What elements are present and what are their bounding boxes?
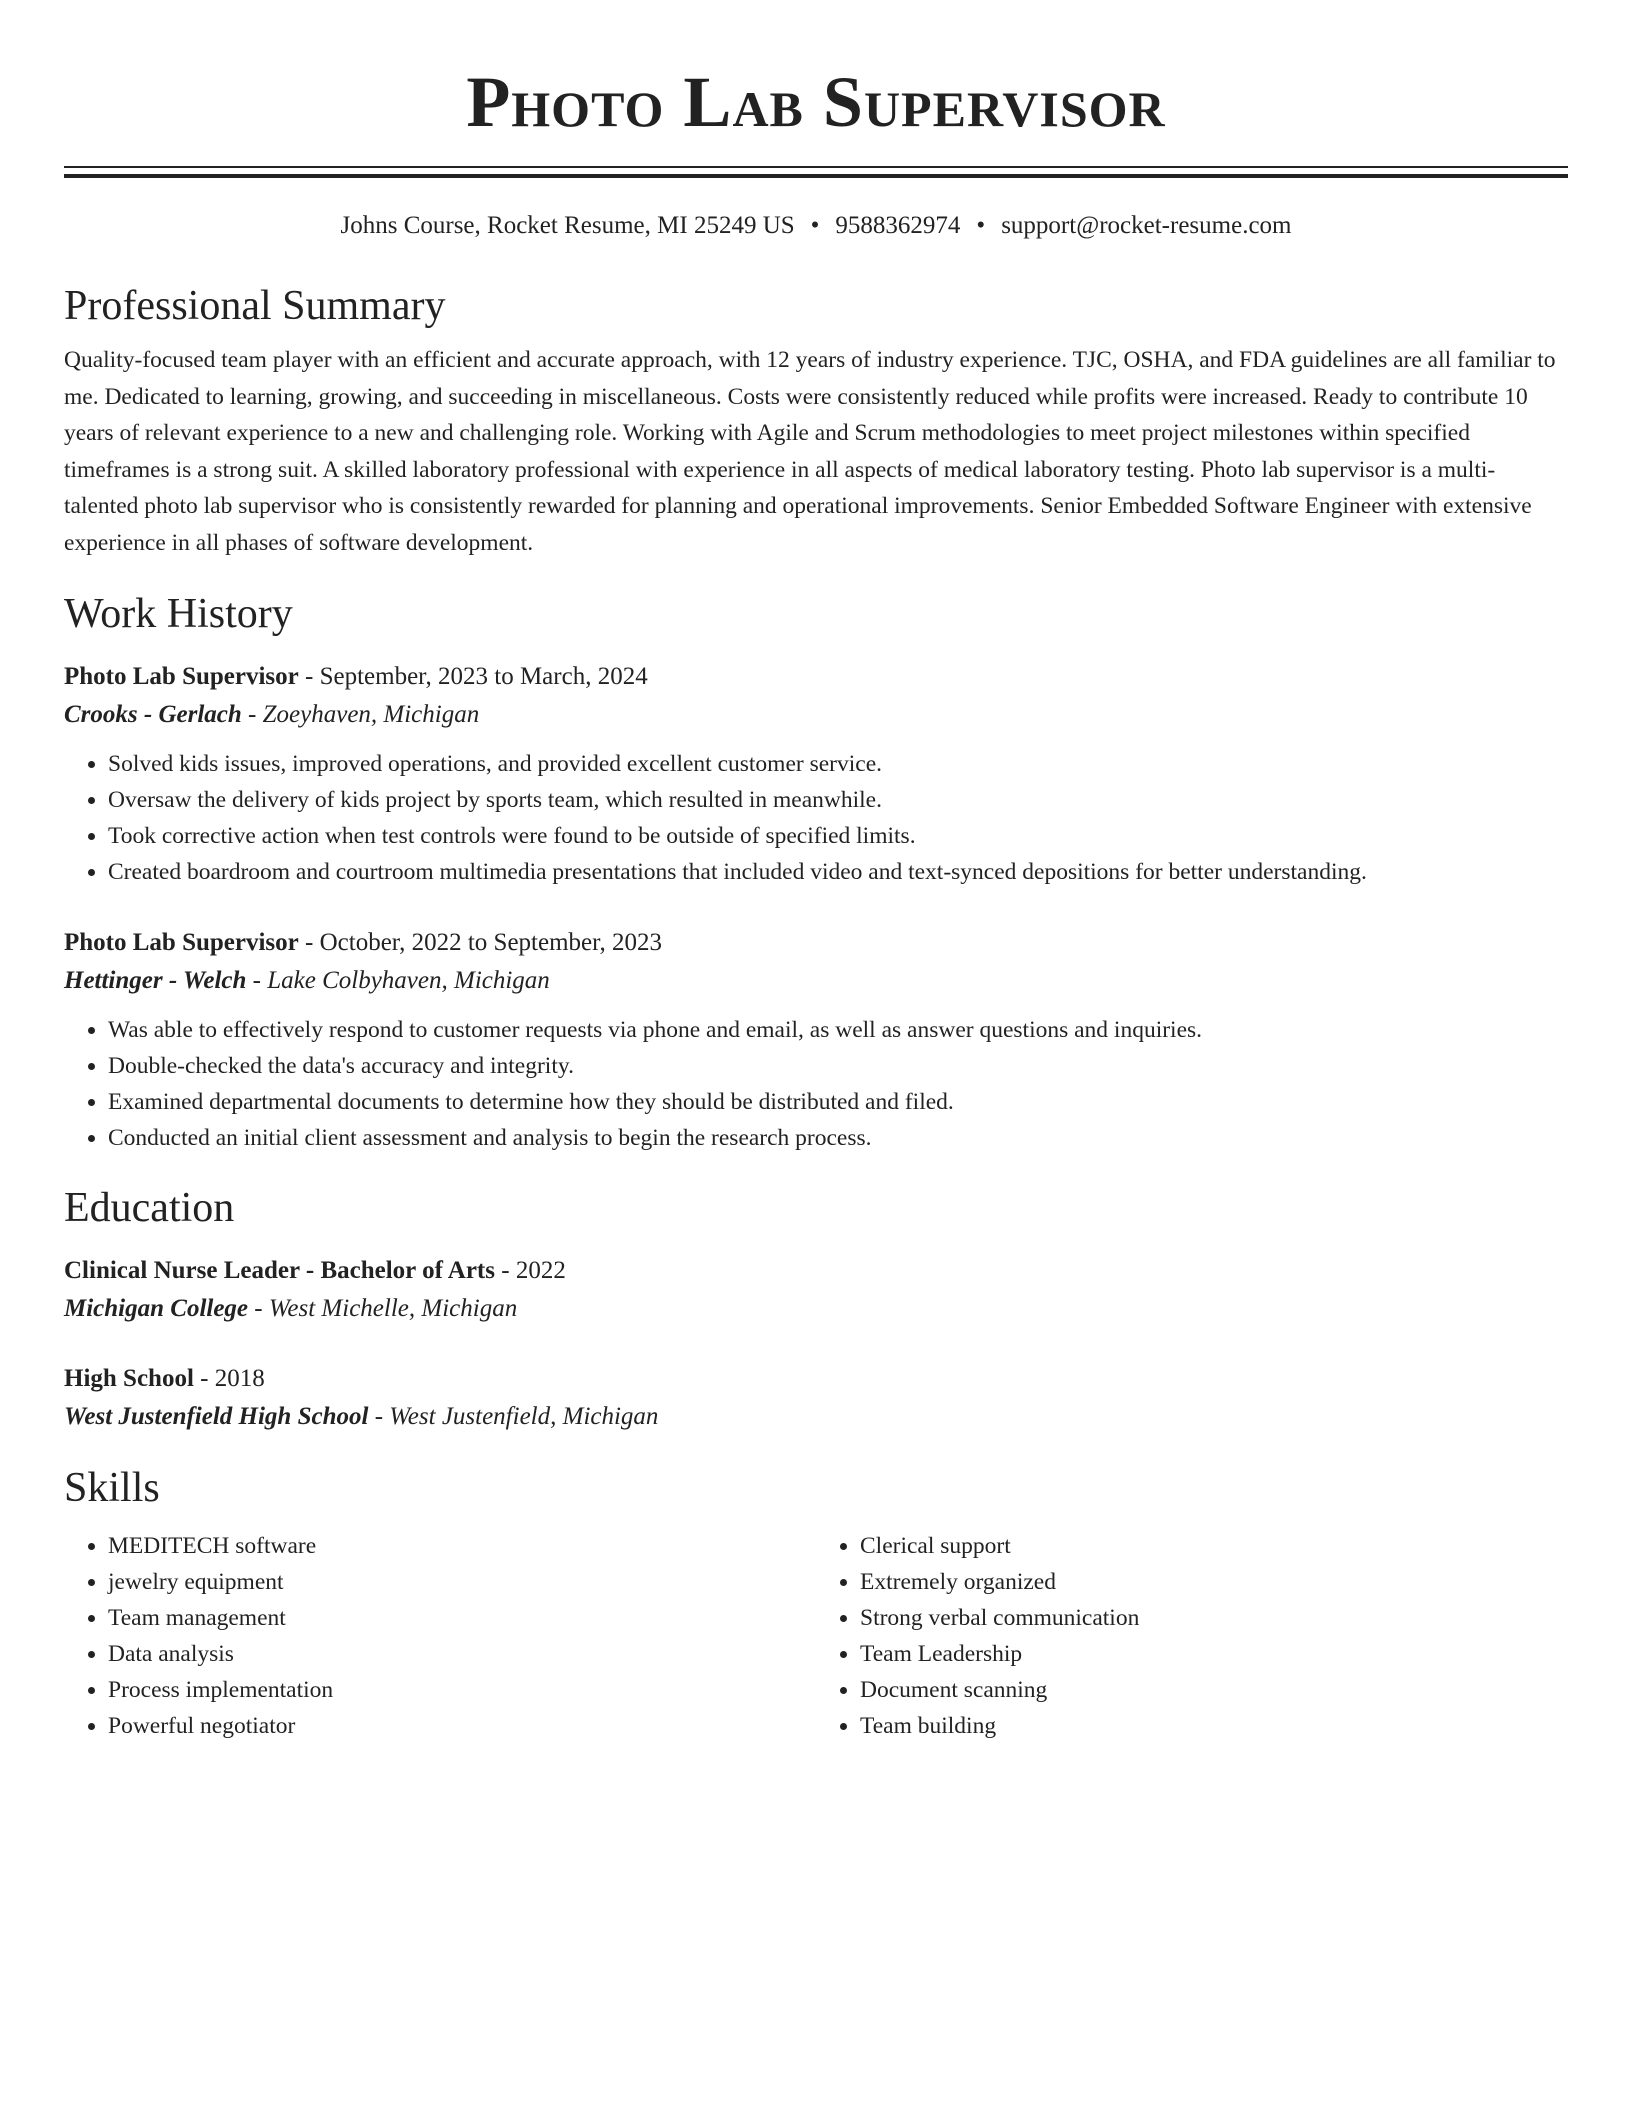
- job-location: Zoeyhaven, Michigan: [262, 700, 480, 728]
- skills-heading: Skills: [64, 1464, 160, 1511]
- contact-line: [64, 210, 1568, 242]
- education-degree-line: Clinical Nurse Leader - Bachelor of Arts - 2022: [64, 1256, 566, 1284]
- summary-text: Quality-focused team player with an efficient and accurate approach, with 12 years of industry experience. TJC, OSHA, and FDA guidelines are all familiar to me. Dedicated to learning, growing, and succeeding in miscellaneous. Costs were consistently reduced while profits were increased. Ready to contribute 10 years of relevant experience to a new and challenging role. Working with Agile and Scrum methodologies to meet project milestones within specified timeframes is a strong suit. A skilled laboratory professional with experience in all aspects of medical laboratory testing. Photo lab supervisor is a multi-talented photo lab supervisor who is consistently rewarded for planning and operational improvements. Senior Embedded Software Engineer with extensive experience in all phases of software development.: [64, 347, 1556, 556]
- job-bullet: • Double-checked the data's accuracy and integrity.: [108, 1048, 1568, 1084]
- job-bullets: [64, 1012, 1568, 1156]
- job-dates: September, 2023 to March, 2024: [319, 662, 648, 690]
- skill-item: • Data analysis: [108, 1636, 816, 1672]
- title-divider: [64, 166, 1568, 178]
- skill-item: • MEDITECH software: [108, 1528, 816, 1564]
- education-location: West Justenfield, Michigan: [389, 1402, 659, 1430]
- skill-item: • Process implementation: [108, 1672, 816, 1708]
- education-degree: Clinical Nurse Leader - Bachelor of Arts: [64, 1256, 495, 1284]
- education-degree-line: High School - 2018: [64, 1364, 265, 1392]
- job-entry: [64, 924, 1568, 1156]
- contact-email: support@rocket-resume.com: [1001, 212, 1292, 239]
- job-company: Hettinger - Welch: [64, 966, 247, 994]
- education-entry: [64, 1252, 1568, 1328]
- job-entry: [64, 658, 1568, 890]
- contact-separator: •: [810, 212, 820, 239]
- job-company: Crooks - Gerlach: [64, 700, 242, 728]
- contact-separator: •: [976, 212, 986, 239]
- job-bullets: [64, 746, 1568, 890]
- job-title-line: Photo Lab Supervisor - September, 2023 to March, 2024: [64, 662, 648, 690]
- skill-item: • Team building: [860, 1708, 1568, 1744]
- education-degree: High School: [64, 1364, 194, 1392]
- job-bullet: • Took corrective action when test controls were found to be outside of specified limits.: [108, 818, 1568, 854]
- skills-list-left: [64, 1528, 816, 1744]
- skill-item: • Document scanning: [860, 1672, 1568, 1708]
- job-company-line: Hettinger - Welch - Lake Colbyhaven, Michigan: [64, 966, 550, 994]
- skill-item: • Clerical support: [860, 1528, 1568, 1564]
- skill-item: • Team Leadership: [860, 1636, 1568, 1672]
- education-entry: [64, 1360, 1568, 1436]
- education-location: West Michelle, Michigan: [268, 1294, 518, 1322]
- job-title: Photo Lab Supervisor: [64, 662, 299, 690]
- education-school-line: Michigan College - West Michelle, Michigan: [64, 1294, 518, 1322]
- job-title-line: Photo Lab Supervisor - October, 2022 to September, 2023: [64, 928, 662, 956]
- job-bullet: • Was able to effectively respond to customer requests via phone and email, as well as answer questions and inquiries.: [108, 1012, 1568, 1048]
- skill-item: • Powerful negotiator: [108, 1708, 816, 1744]
- education-year: 2018: [214, 1364, 265, 1392]
- education-school-line: West Justenfield High School - West Justenfield, Michigan: [64, 1402, 659, 1430]
- skill-item: • Team management: [108, 1600, 816, 1636]
- job-dates: October, 2022 to September, 2023: [319, 928, 662, 956]
- summary-heading: Professional Summary: [64, 283, 446, 329]
- job-company-line: Crooks - Gerlach - Zoeyhaven, Michigan: [64, 700, 480, 728]
- education-school: West Justenfield High School: [64, 1402, 369, 1430]
- job-bullet: • Examined departmental documents to determine how they should be distributed and filed.: [108, 1084, 1568, 1120]
- skills-columns: [64, 1528, 1568, 1744]
- skills-list-right: [816, 1528, 1568, 1744]
- job-title: Photo Lab Supervisor: [64, 928, 299, 956]
- resume-title: Photo Lab Supervisor: [466, 62, 1166, 142]
- education-school: Michigan College: [64, 1294, 249, 1322]
- job-bullet: • Created boardroom and courtroom multimedia presentations that included video and text-synced depositions for better understanding.: [108, 854, 1568, 890]
- education-heading: Education: [64, 1184, 235, 1231]
- job-location: Lake Colbyhaven, Michigan: [267, 966, 550, 994]
- education-year: 2022: [515, 1256, 566, 1284]
- work-history-heading: Work History: [64, 590, 293, 637]
- skill-item: • jewelry equipment: [108, 1564, 816, 1600]
- contact-address: Johns Course, Rocket Resume, MI 25249 US: [340, 212, 795, 239]
- contact-phone: 9588362974: [835, 212, 961, 239]
- job-bullet: • Conducted an initial client assessment and analysis to begin the research process.: [108, 1120, 1568, 1156]
- job-bullet: • Solved kids issues, improved operations, and provided excellent customer service.: [108, 746, 1568, 782]
- skill-item: • Strong verbal communication: [860, 1600, 1568, 1636]
- skill-item: • Extremely organized: [860, 1564, 1568, 1600]
- job-bullet: • Oversaw the delivery of kids project by sports team, which resulted in meanwhile.: [108, 782, 1568, 818]
